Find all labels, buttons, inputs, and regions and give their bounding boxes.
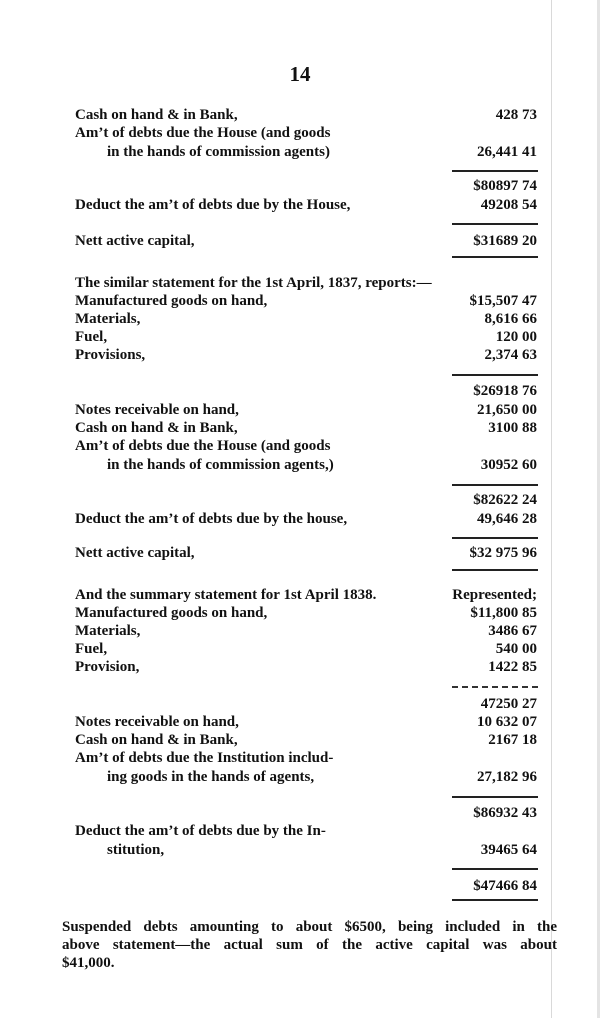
s3-rule-1 [452,686,538,688]
s3-provision-row [0,658,600,676]
s3-heading-right: Represented; [452,587,537,603]
s2-notes-label: Notes receivable on hand, [75,402,239,418]
s1-deduct-label: Deduct the am’t of debts due by the House, [75,197,351,213]
s2-cash-row [0,419,600,437]
s3-manufactured-row [0,604,600,622]
s3-deduct-amount: 39465 64 [480,842,537,858]
s2-rule-3 [452,537,538,539]
s3-rule-3 [452,868,538,870]
s2-subtotal1-amount: $26918 76 [473,383,537,399]
s2-subtotal2-amount: $82622 24 [473,492,537,508]
s2-materials-label: Materials, [75,311,141,327]
footnote-line-3: $41,000. [62,955,115,971]
s1-subtotal-amount: $80897 74 [473,178,537,194]
s2-cash-label: Cash on hand & in Bank, [75,420,238,436]
s1-rule-1 [452,170,538,172]
s3-subtotal1-amount: 47250 27 [480,696,537,712]
s2-notes-amount: 21,650 00 [477,402,537,418]
s2-debts-label-1: Am’t of debts due the House (and goods [75,438,331,454]
s3-provision-label: Provision, [75,659,140,675]
s1-nett-row [0,232,600,250]
s3-deduct-row-2 [0,841,600,859]
page-number: 14 [289,62,311,86]
s3-debts-row-2 [0,768,600,786]
s3-fuel-label: Fuel, [75,641,108,657]
s3-notes-row [0,713,600,731]
s3-subtotal2-amount: $86932 43 [473,805,537,821]
s3-notes-label: Notes receivable on hand, [75,714,239,730]
s2-materials-amount: 8,616 66 [484,311,537,327]
s2-provisions-label: Provisions, [75,347,146,363]
s2-notes-row [0,401,600,419]
s2-deduct-amount: 49,646 28 [477,511,537,527]
footnote-line-2: above statement—the actual sum of the active capital was about [62,937,557,953]
s3-debts-amount: 27,182 96 [477,769,537,785]
s3-nett-amount: $47466 84 [473,878,537,894]
s2-debts-amount: 30952 60 [480,457,537,473]
s2-materials-row [0,310,600,328]
s3-provision-amount: 1422 85 [488,659,537,675]
s3-subtotal1-row [0,695,600,713]
s2-nett-label: Nett active capital, [75,545,195,561]
s1-rule-2 [452,223,538,225]
s2-heading: The similar statement for the 1st April, 1837, reports:— [75,275,432,291]
s2-nett-row [0,544,600,562]
s1-debts-label-2: in the hands of commission agents) [107,144,330,160]
s2-subtotal1-row [0,382,600,400]
s1-rule-3 [452,256,538,258]
s3-materials-amount: 3486 67 [488,623,537,639]
footnote-line-1: Suspended debts amounting to about $6500, being included in the [62,919,557,935]
footnote [62,918,557,972]
s2-heading-row [0,274,600,292]
s2-manufactured-amount: $15,507 47 [469,293,537,309]
s2-manufactured-label: Manufactured goods on hand, [75,293,268,309]
s3-heading-left: And the summary statement for 1st April 1838. [75,587,377,603]
s1-debts-row-2 [0,143,600,161]
s3-rule-4 [452,899,538,901]
s1-nett-label: Nett active capital, [75,233,195,249]
s3-debts-label-1: Am’t of debts due the Institution includ- [75,750,334,766]
s2-rule-2 [452,484,538,486]
s3-rule-2 [452,796,538,798]
s3-fuel-amount: 540 00 [495,641,537,657]
s3-deduct-label-2: stitution, [107,842,165,858]
s2-subtotal2-row [0,491,600,509]
s3-subtotal2-row [0,804,600,822]
s3-materials-row [0,622,600,640]
s1-debts-label-1: Am’t of debts due the House (and goods [75,125,331,141]
s3-cash-label: Cash on hand & in Bank, [75,732,238,748]
s2-deduct-label: Deduct the am’t of debts due by the house, [75,511,348,527]
s2-cash-amount: 3100 88 [488,420,537,436]
s3-cash-amount: 2167 18 [488,732,537,748]
s3-deduct-row-1 [0,822,600,840]
s1-cash-row [0,106,600,124]
s2-deduct-row [0,510,600,528]
s2-rule-4 [452,569,538,571]
s2-fuel-label: Fuel, [75,329,108,345]
s2-manufactured-row [0,292,600,310]
s2-fuel-amount: 120 00 [495,329,537,345]
s1-deduct-amount: 49208 54 [480,197,537,213]
s2-provisions-amount: 2,374 63 [484,347,537,363]
s3-heading-row [0,586,600,604]
s1-nett-amount: $31689 20 [473,233,537,249]
s3-debts-row-1 [0,749,600,767]
s3-materials-label: Materials, [75,623,141,639]
s1-cash-amount: 428 73 [495,107,537,123]
s2-debts-row-1 [0,437,600,455]
s2-debts-label-2: in the hands of commission agents,) [107,457,334,473]
s2-fuel-row [0,328,600,346]
s3-notes-amount: 10 632 07 [477,714,537,730]
s2-rule-1 [452,374,538,376]
s3-manufactured-label: Manufactured goods on hand, [75,605,268,621]
s1-deduct-row [0,196,600,214]
s1-subtotal-row [0,177,600,195]
s2-debts-row-2 [0,456,600,474]
s2-provisions-row [0,346,600,364]
s1-debts-amount: 26,441 41 [477,144,537,160]
s1-cash-label: Cash on hand & in Bank, [75,107,238,123]
s3-manufactured-amount: $11,800 85 [470,605,537,621]
s2-nett-amount: $32 975 96 [469,545,537,561]
s3-nett-row [0,877,600,895]
s3-fuel-row [0,640,600,658]
s3-debts-label-2: ing goods in the hands of agents, [107,769,315,785]
s1-debts-row-1 [0,124,600,142]
s3-deduct-label-1: Deduct the am’t of debts due by the In- [75,823,326,839]
s3-cash-row [0,731,600,749]
